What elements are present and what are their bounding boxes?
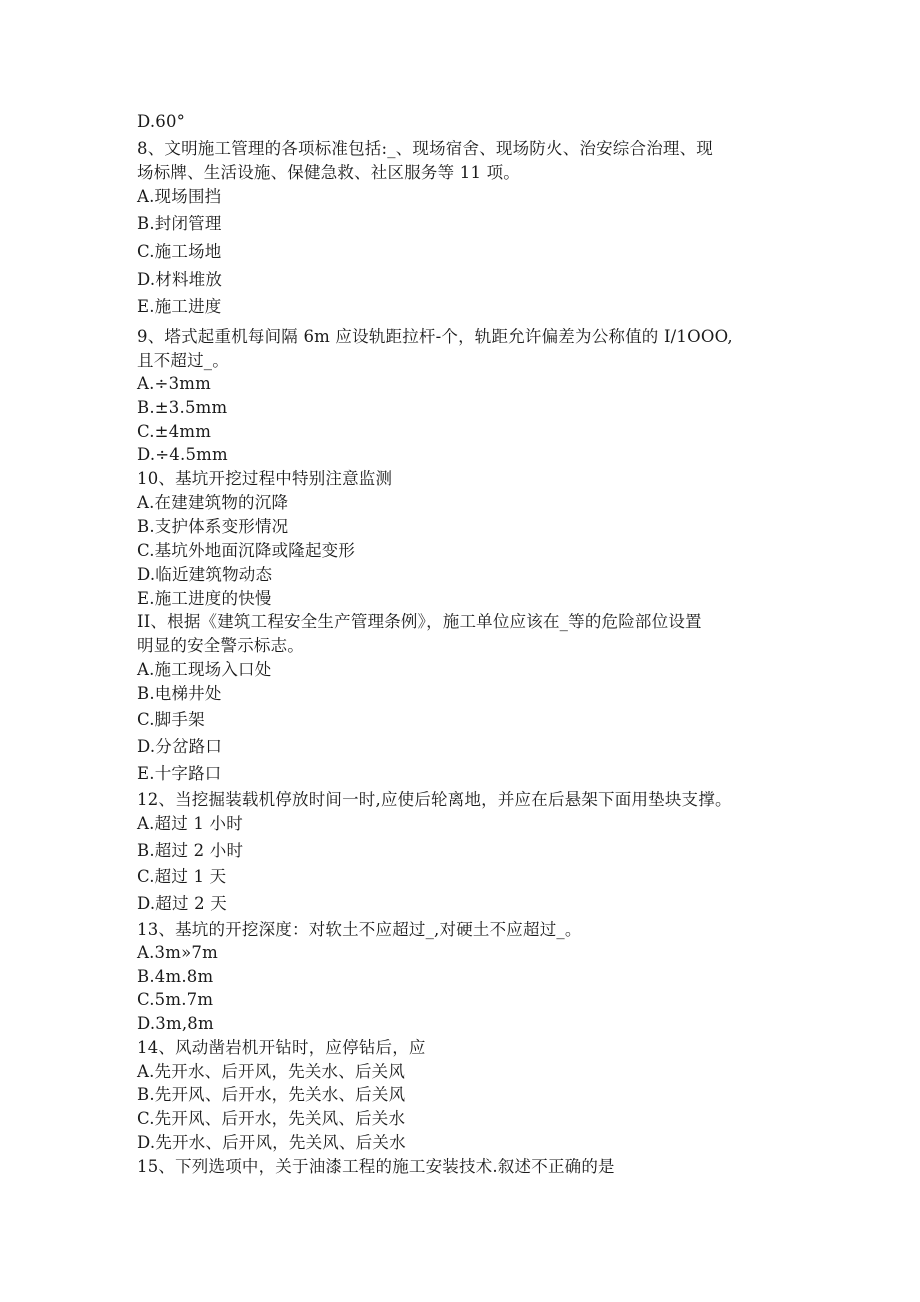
option-line: C.施工场地	[137, 242, 222, 261]
question-line: 13、基坑的开挖深度：对软土不应超过_,对硬土不应超过_。	[137, 920, 582, 939]
option-line: D.临近建筑物动态	[137, 565, 273, 584]
option-line: B.4m.8m	[137, 967, 214, 986]
option-line: D.超过 2 天	[137, 894, 227, 913]
option-line: D.分岔路口	[137, 737, 223, 756]
option-line: A.3m»7m	[137, 943, 218, 962]
question-line: 15、下列选项中，关于油漆工程的施工安装技术.叙述不正确的是	[137, 1157, 615, 1176]
option-line: D.先开水、后开风，先关风、后关水	[137, 1133, 406, 1152]
option-line: C.5m.7m	[137, 990, 214, 1009]
option-line: E.施工进度的快慢	[137, 589, 272, 608]
question-line: II、根据《建筑工程安全生产管理条例》，施工单位应该在_等的危险部位设置	[137, 612, 702, 631]
option-line: B.封闭管理	[137, 214, 222, 233]
question-line-continued: 且不超过_。	[137, 351, 229, 370]
option-line: A.先开水、后开风，先关水、后关风	[137, 1062, 406, 1081]
option-line: D.60°	[137, 112, 186, 131]
option-line: C.脚手架	[137, 710, 205, 729]
option-line: B.超过 2 小时	[137, 841, 244, 860]
option-line: C.±4mm	[137, 422, 212, 441]
option-line: D.材料堆放	[137, 270, 223, 289]
option-line: A.现场围挡	[137, 187, 222, 206]
option-line: B.支护体系变形情况	[137, 517, 289, 536]
option-line: B.±3.5mm	[137, 398, 228, 417]
option-line: A.施工现场入口处	[137, 660, 272, 679]
option-line: D.÷4.5mm	[137, 445, 228, 464]
question-line: 12、当挖掘装载机停放时间一时,应使后轮离地，并应在后悬架下面用垫块支撑。	[137, 790, 732, 809]
option-line: A.÷3mm	[137, 374, 211, 393]
option-line: D.3m,8m	[137, 1014, 214, 1033]
option-line: A.超过 1 小时	[137, 814, 243, 833]
question-line-continued: 明显的安全警示标志。	[137, 636, 304, 655]
question-line-continued: 场标牌、生活设施、保健急救、社区服务等 11 项。	[137, 163, 520, 182]
option-line: E.施工进度	[137, 297, 222, 316]
option-line: E.十字路口	[137, 764, 222, 783]
option-line: C.基坑外地面沉降或隆起变形	[137, 541, 356, 560]
option-line: C.先开风、后开水，先关风、后关水	[137, 1109, 406, 1128]
option-line: A.在建建筑物的沉降	[137, 493, 289, 512]
option-line: B.先开风、后开水，先关水、后关风	[137, 1085, 406, 1104]
question-line: 9、塔式起重机每间隔 6m 应设轨距拉杆-个，轨距允许偏差为公称值的 I/1OOO,	[137, 327, 733, 346]
option-line: B.电梯井处	[137, 684, 222, 703]
question-line: 10、基坑开挖过程中特别注意监测	[137, 469, 393, 488]
option-line: C.超过 1 天	[137, 867, 227, 886]
question-line: 8、文明施工管理的各项标准包括:_、现场宿舍、现场防火、治安综合治理、现	[137, 139, 714, 158]
question-line: 14、风动凿岩机开钻时，应停钻后，应	[137, 1038, 426, 1057]
